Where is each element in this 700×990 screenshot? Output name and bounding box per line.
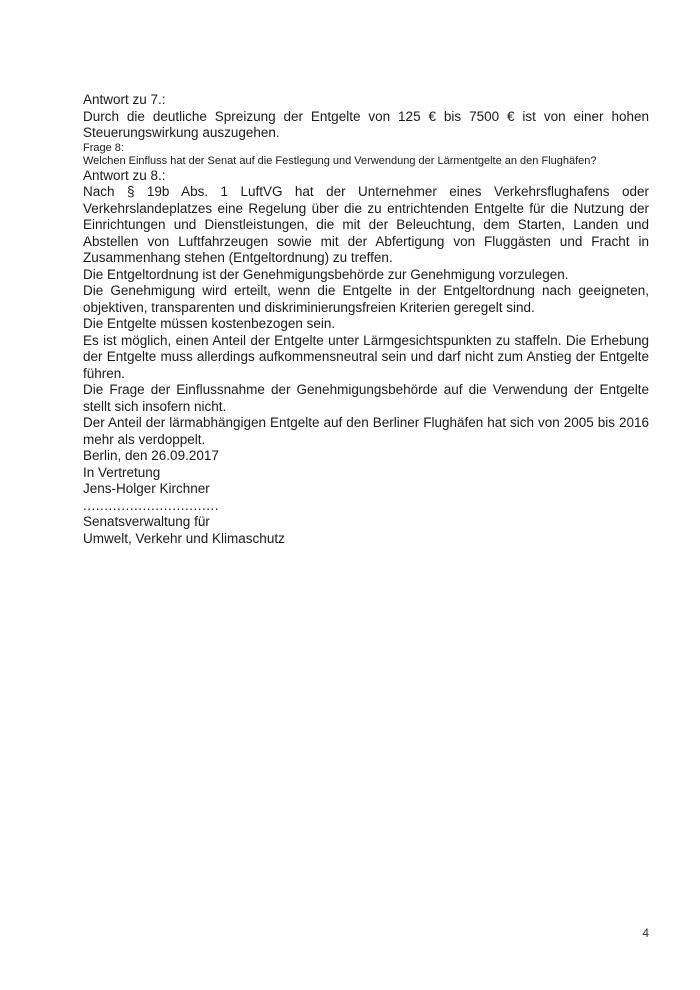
answer7-heading: Antwort zu 7.: bbox=[83, 92, 166, 107]
department-line-1: Senatsverwaltung für bbox=[83, 514, 210, 529]
page-number: 4 bbox=[642, 926, 649, 940]
department-line-2: Umwelt, Verkehr und Klimaschutz bbox=[83, 530, 285, 546]
signature-block bbox=[83, 481, 649, 547]
signature-dotted-line: ................................ bbox=[83, 497, 220, 513]
answer8-paragraph-3: Die Entgelte müssen kostenbezogen sein. bbox=[83, 316, 336, 331]
question8-block bbox=[83, 142, 649, 168]
answer8-paragraph-4: Es ist möglich, einen Anteil der Entgelte unter Lärmgesichtspunkten zu staffeln. Die Erhebung der Entgelte muss allerdings aufkommensneutral sein und darf nicht zum Anstieg der Entgelte führen. bbox=[83, 332, 649, 381]
answer8-paragraph-6: Der Anteil der lärmabhängigen Entgelte auf den Berliner Flughäfen hat sich von 2005 bis 2016 mehr als verdoppelt. bbox=[83, 415, 649, 447]
place-date-line: Berlin, den 26.09.2017 bbox=[83, 448, 219, 463]
answer8-paragraph-2-line-1: Die Entgeltordnung ist der Genehmigungsbehörde zur Genehmigung vorzulegen. bbox=[83, 266, 569, 282]
answer8-paragraph-5: Die Frage der Einflussnahme der Genehmigungsbehörde auf die Verwendung der Entgelte stellt sich insofern nicht. bbox=[83, 382, 649, 414]
question8-label: Frage 8: bbox=[83, 141, 124, 154]
answer8-paragraph-1: Nach § 19b Abs. 1 LuftVG hat der Unternehmer eines Verkehrsflughafens oder Verkehrslandeplatzes eine Regelung über die zu entrichtenden Entgelte für die Nutzung der Einrichtungen und Dienstleistungen, die mit der Beleuchtung, dem Starten, Landen und Abstellen von Luftfahrzeugen sowie mit der Abfertigung von Fluggästen und Fracht in Zusammenhang stehen (Entgeltordnung) zu treffen. bbox=[83, 184, 649, 265]
answer8-heading: Antwort zu 8.: bbox=[83, 167, 166, 183]
document-content bbox=[83, 92, 649, 547]
signer-name: Jens-Holger Kirchner bbox=[83, 481, 210, 496]
question8-text: Welchen Einfluss hat der Senat auf die Festlegung und Verwendung der Lärmentgelte an den Flughäfen? bbox=[83, 154, 597, 167]
answer8-paragraph-2 bbox=[83, 267, 649, 317]
signature-prefix: In Vertretung bbox=[83, 464, 161, 480]
answer7-paragraph: Durch die deutliche Spreizung der Entgelte von 125 € bis 7500 € ist von einer hohen Steuerungswirkung auszugehen. bbox=[83, 108, 649, 140]
answer8-paragraph-2-line-2: Die Genehmigung wird erteilt, wenn die Entgelte in der Entgeltordnung nach geeigneten, objektiven, transparenten und diskriminierungsfreien Kriterien geregelt sind. bbox=[83, 283, 649, 315]
